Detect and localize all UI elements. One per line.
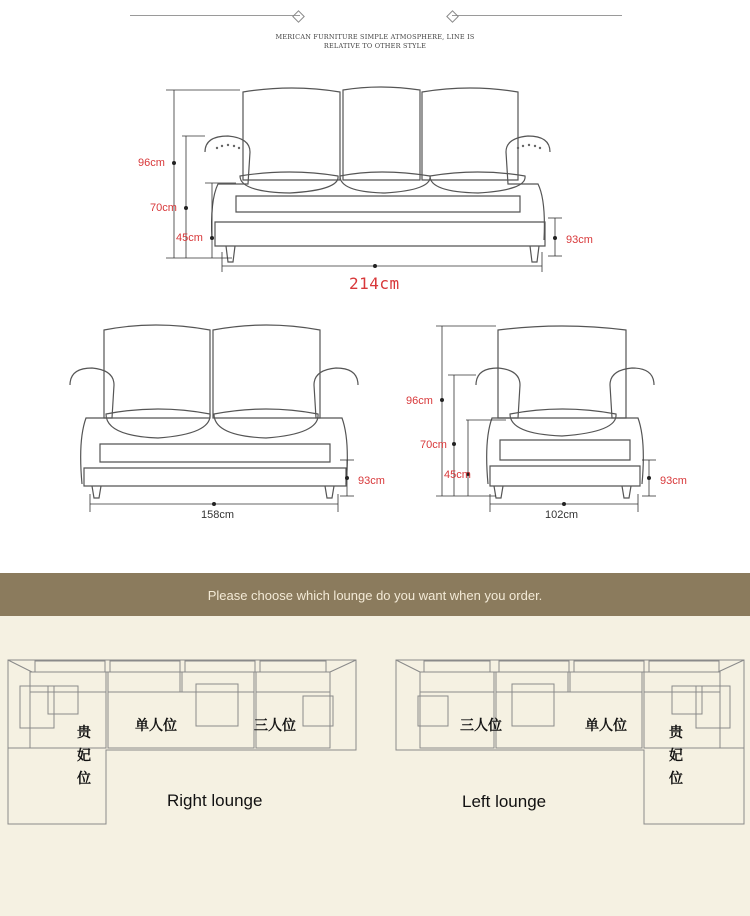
armchair-height-total: 96cm [406, 395, 433, 407]
three-seater-depth: 93cm [566, 234, 593, 246]
three-seater-height-total: 96cm [138, 157, 165, 169]
armchair-depth: 93cm [660, 475, 687, 487]
header-line-1: MERICAN FURNITURE SIMPLE ATMOSPHERE, LINE IS [275, 33, 475, 41]
right-chaise-char-1: 贵 [77, 725, 91, 741]
lounge-layout-diagrams [0, 616, 750, 916]
left-chaise-char-3: 位 [669, 771, 683, 787]
right-lounge-triple-label: 三人位 [254, 718, 296, 734]
right-chaise-char-2: 妃 [77, 748, 91, 764]
right-chaise-char-3: 位 [77, 771, 91, 787]
left-chaise-char-2: 妃 [669, 748, 683, 764]
three-seater-height-seat: 45cm [176, 232, 203, 244]
left-lounge-diagram [396, 660, 744, 824]
left-chaise-char-1: 贵 [669, 725, 683, 741]
left-lounge-single-label: 单人位 [585, 718, 627, 734]
loveseat-depth: 93cm [358, 475, 385, 487]
three-seater-sketch [205, 87, 550, 262]
left-lounge-caption: Left lounge [462, 792, 547, 811]
three-seater-height-arm: 70cm [150, 202, 177, 214]
banner-text: Please choose which lounge do you want when you order. [207, 588, 543, 603]
left-lounge-triple-label: 三人位 [460, 718, 502, 734]
loveseat-width: 158cm [201, 509, 235, 521]
armchair-width: 102cm [545, 509, 579, 521]
loveseat-sketch [70, 325, 358, 498]
right-lounge-single-label: 单人位 [135, 718, 177, 734]
left-lounge-chaise-label [666, 722, 686, 791]
right-lounge-chaise-label [74, 722, 94, 791]
armchair-height-seat: 45cm [444, 469, 471, 481]
right-lounge-caption: Right lounge [167, 791, 263, 810]
three-seater-width: 214cm [349, 274, 400, 293]
dimension-lines [90, 90, 656, 512]
armchair-height-arm: 70cm [420, 439, 447, 451]
header-line-2: RELATIVE TO OTHER STYLE [323, 42, 427, 50]
armchair-sketch [476, 326, 654, 498]
order-banner [0, 573, 750, 616]
